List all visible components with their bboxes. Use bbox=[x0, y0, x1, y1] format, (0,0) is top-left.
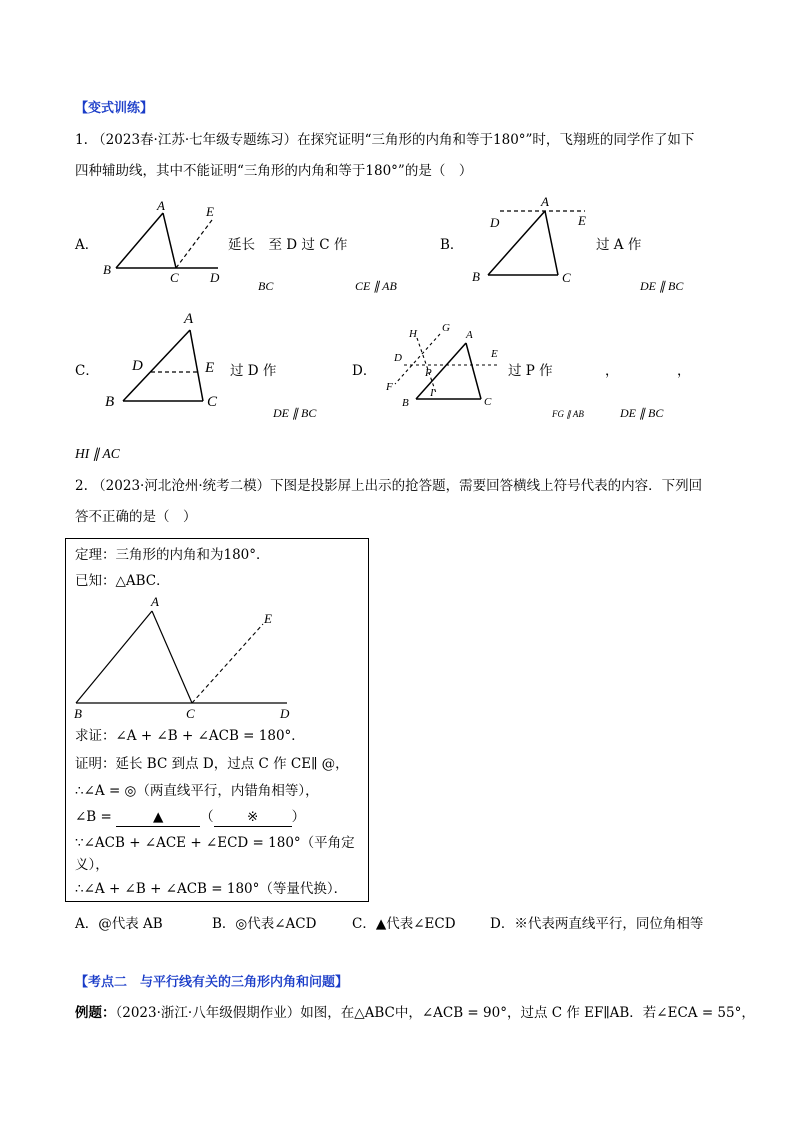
q2-proof3-pre: ∠B = bbox=[75, 809, 112, 825]
q1-option-a-letter: A． bbox=[75, 237, 99, 253]
q1-d-label-P: P bbox=[425, 367, 432, 379]
q1-c-text: 过 D 作 bbox=[230, 363, 277, 379]
q2-option-b: B．◎代表∠ACD bbox=[212, 916, 317, 932]
q1-b-label-C: C bbox=[562, 270, 571, 285]
q1-d-label-C: C bbox=[484, 396, 492, 408]
example-label: 例题： bbox=[75, 1005, 116, 1021]
q1-b-sub: DE ∥ BC bbox=[640, 279, 684, 293]
q1-a-sub2: CE ∥ AB bbox=[355, 279, 397, 293]
q1-tail: HI ∥ AC bbox=[75, 446, 120, 461]
q1-c-label-E: E bbox=[205, 360, 215, 376]
q1-d-label-B: B bbox=[402, 397, 409, 409]
q1-line1: 1. （2023春·江苏·七年级专题练习）在探究证明“三角形的内角和等于180°”时，飞翔班的同学作了如下 bbox=[75, 132, 695, 148]
q1-a-label-A: A bbox=[157, 198, 165, 213]
example-line bbox=[75, 1004, 755, 1022]
q2-line1: 2. （2023·河北沧州·统考二模）下图是投影屏上出示的抢答题，需要回答横线上符号代表的内容．下列回 bbox=[75, 478, 703, 494]
q1-a-label-E: E bbox=[206, 204, 214, 219]
q1-b-label-E: E bbox=[578, 213, 586, 228]
q2-proof2: ∴∠A = ◎（两直线平行，内错角相等）， bbox=[75, 783, 319, 799]
example-text: （2023·浙江·八年级假期作业）如图，在△ABC中，∠ACB = 90°，过点 C 作 EF∥AB．若∠ECA = 55°， bbox=[115, 1005, 755, 1021]
q1-a-label-B: B bbox=[103, 262, 111, 277]
q1-option-c-letter: C． bbox=[75, 363, 99, 379]
q1-a-label-C: C bbox=[170, 270, 179, 285]
q2-proof3-mid: （ bbox=[200, 809, 214, 825]
q1-b-label-A: A bbox=[541, 194, 549, 209]
q1-d-comma2: ， bbox=[677, 363, 691, 379]
q1-d-label-G: G bbox=[442, 322, 450, 334]
q2-proof3 bbox=[75, 808, 305, 827]
q2-label-D: D bbox=[280, 706, 290, 721]
q1-d-sub2: DE ∥ BC bbox=[620, 406, 664, 420]
q1-c-label-B: B bbox=[105, 394, 115, 410]
q2-prove: 求证：∠A + ∠B + ∠ACB = 180°． bbox=[75, 728, 305, 744]
q2-label-C: C bbox=[186, 706, 195, 721]
q1-d-label-E: E bbox=[491, 348, 498, 360]
q1-d-label-D: D bbox=[394, 352, 402, 364]
q1-option-d-letter: D． bbox=[352, 363, 377, 379]
q2-blank-triangle bbox=[116, 808, 200, 827]
q2-proof4: ∵∠ACB + ∠ACE + ∠ECD = 180°（平角定 bbox=[75, 835, 355, 851]
q1-line2: 四种辅助线，其中不能证明“三角形的内角和等于180°”的是（ ） bbox=[75, 163, 473, 179]
q1-d-label-F: F bbox=[386, 381, 393, 393]
q1-b-label-B: B bbox=[472, 269, 480, 284]
q1-c-label-D: D bbox=[132, 358, 143, 374]
q1-b-text: 过 A 作 bbox=[596, 237, 642, 253]
q2-proof6: ∴∠A + ∠B + ∠ACB = 180°（等量代换）． bbox=[75, 881, 348, 897]
q1-b-label-D: D bbox=[490, 215, 500, 230]
q2-proof3-end: ） bbox=[291, 809, 306, 825]
q1-d-label-A: A bbox=[466, 329, 473, 341]
q2-label-E: E bbox=[264, 611, 272, 626]
q1-c-sub: DE ∥ BC bbox=[273, 406, 317, 420]
q2-blank-note bbox=[214, 808, 292, 827]
q2-line2: 答不正确的是（ ） bbox=[75, 509, 197, 525]
q1-d-comma1: ， bbox=[605, 363, 619, 379]
q2-theorem: 定理：三角形的内角和为180°． bbox=[75, 547, 270, 563]
q1-c-label-C: C bbox=[207, 394, 218, 410]
q2-proof5: 义）， bbox=[75, 857, 109, 873]
q2-blank-note-symbol: ※ bbox=[246, 809, 259, 825]
q1-a-text: 延长 至 D 过 C 作 bbox=[228, 237, 348, 253]
q2-label-A: A bbox=[151, 594, 159, 609]
q1-d-sub1: FG ∥ AB bbox=[552, 409, 584, 419]
q1-a-label-D: D bbox=[210, 270, 220, 285]
q2-given: 已知：△ABC． bbox=[75, 573, 170, 589]
q2-option-d: D．※代表两直线平行，同位角相等 bbox=[490, 916, 704, 932]
q1-c-label-A: A bbox=[184, 311, 194, 327]
q2-proof1: 证明：延长 BC 到点 D，过点 C 作 CE∥ @， bbox=[75, 756, 349, 772]
q1-d-text: 过 P 作 bbox=[508, 363, 553, 379]
q1-d-label-I: I bbox=[430, 387, 434, 399]
q2-option-a: A．@代表 AB bbox=[75, 916, 163, 932]
section-title: 【变式训练】 bbox=[75, 101, 154, 116]
q2-blank-triangle-symbol: ▲ bbox=[152, 809, 164, 825]
q1-a-sub1: BC bbox=[258, 279, 274, 293]
q1-d-label-H: H bbox=[409, 328, 417, 340]
q2-label-B: B bbox=[74, 706, 82, 721]
q2-option-c: C．▲代表∠ECD bbox=[352, 916, 456, 932]
q1-option-b-letter: B． bbox=[440, 237, 464, 253]
section2-title: 【考点二 与平行线有关的三角形内角和问题】 bbox=[75, 975, 349, 990]
